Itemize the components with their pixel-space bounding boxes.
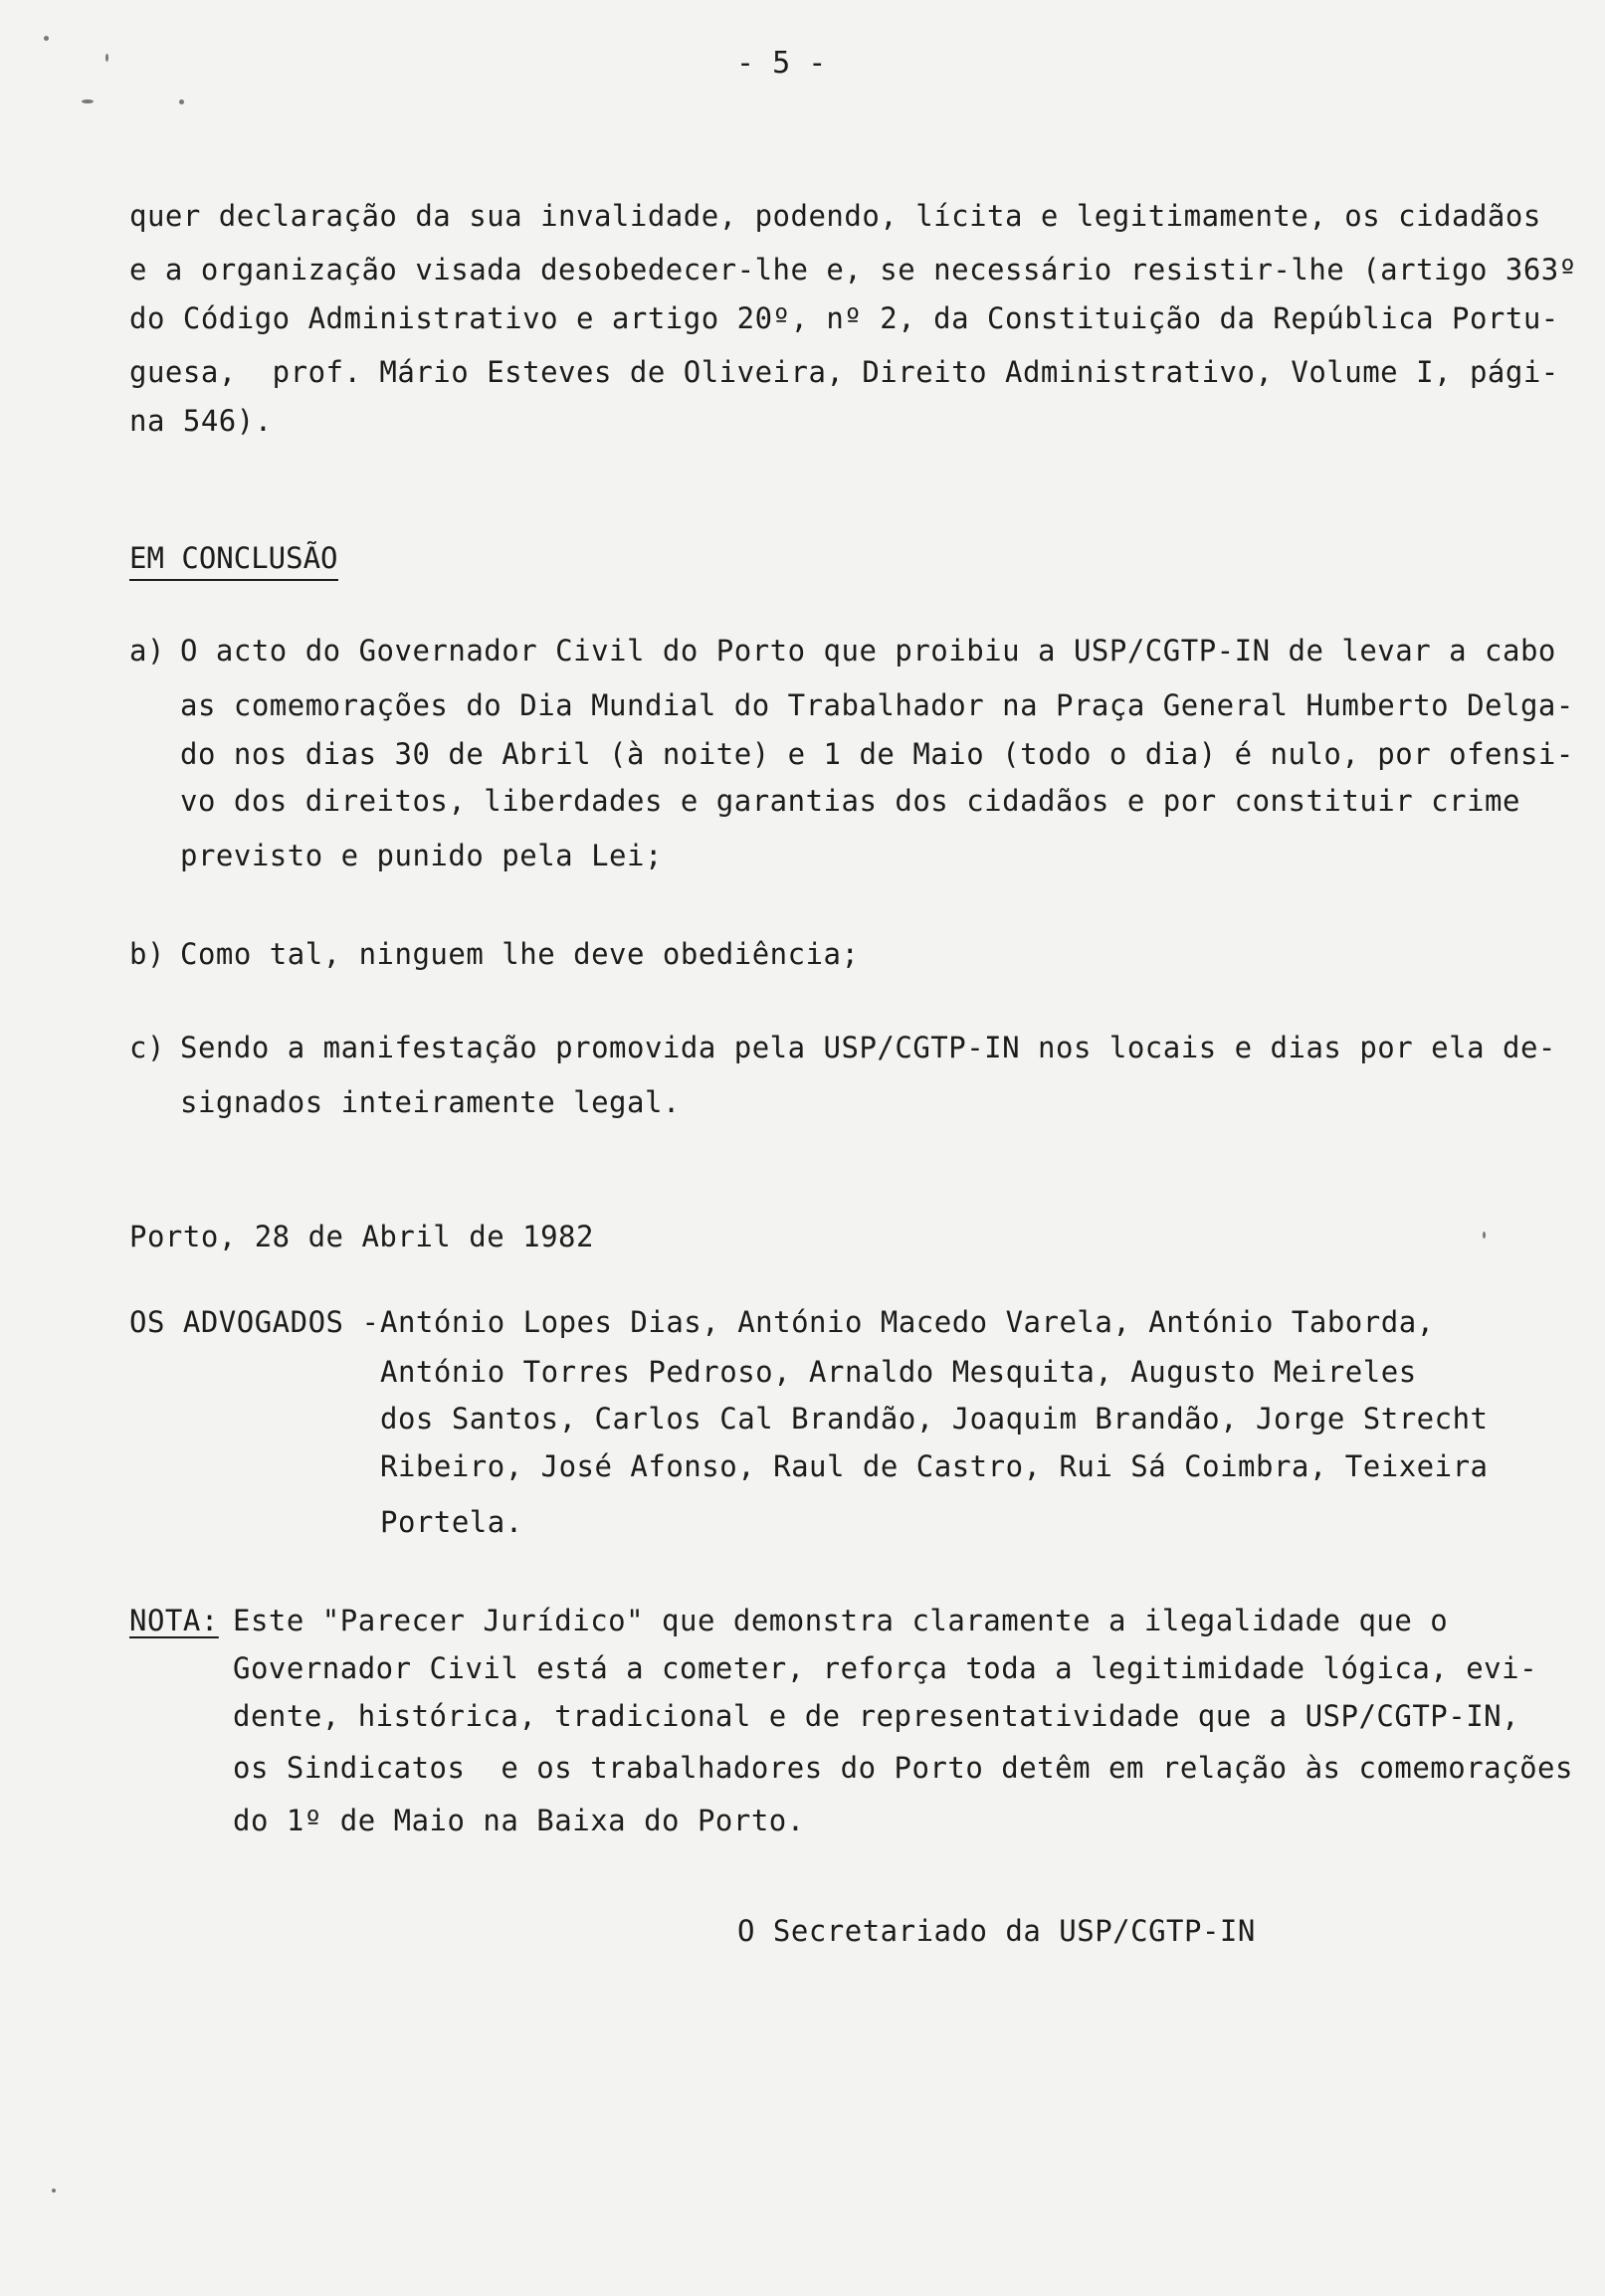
item-line: vo dos direitos, liberdades e garantias dos cidadãos e por constituir crime — [180, 784, 1520, 818]
scan-speck — [82, 99, 94, 103]
nota-label: NOTA: — [129, 1604, 219, 1637]
nota-line: dente, histórica, tradicional e de representatividade que a USP/CGTP-IN, — [233, 1699, 1520, 1733]
intro-line: e a organização visada desobedecer-lhe e, se necessário resistir-lhe (artigo 363º — [129, 253, 1577, 287]
scan-speck — [52, 2189, 56, 2193]
scan-speck — [179, 99, 184, 104]
lawyers-label: OS ADVOGADOS - — [129, 1305, 380, 1339]
item-marker: b) — [129, 937, 165, 971]
scan-speck — [105, 54, 108, 62]
lawyers-line: Portela. — [380, 1505, 523, 1539]
nota-line: Este "Parecer Jurídico" que demonstra claramente a ilegalidade que o — [233, 1604, 1449, 1637]
item-line: O acto do Governador Civil do Porto que proibiu a USP/CGTP-IN de levar a cabo — [180, 634, 1556, 668]
nota-line: do 1º de Maio na Baixa do Porto. — [233, 1804, 805, 1837]
page-number: - 5 - — [736, 46, 827, 81]
item-line: do nos dias 30 de Abril (à noite) e 1 de Maio (todo o dia) é nulo, por ofensi- — [180, 737, 1574, 771]
item-line: signados inteiramente legal. — [180, 1085, 681, 1119]
intro-line: guesa, prof. Mário Esteves de Oliveira, Direito Administrativo, Volume I, pági- — [129, 355, 1559, 389]
item-marker: c) — [129, 1031, 165, 1064]
item-line: Como tal, ninguem lhe deve obediência; — [180, 937, 860, 971]
conclusion-heading: EM CONCLUSÃO — [129, 541, 338, 581]
item-line: as comemorações do Dia Mundial do Trabalhador na Praça General Humberto Delga- — [180, 688, 1574, 722]
intro-line: quer declaração da sua invalidade, podendo, lícita e legitimamente, os cidadãos — [129, 199, 1541, 233]
item-line: Sendo a manifestação promovida pela USP/CGTP-IN nos locais e dias por ela de- — [180, 1031, 1556, 1064]
item-line: previsto e punido pela Lei; — [180, 839, 663, 872]
intro-line: na 546). — [129, 404, 273, 438]
nota-line: os Sindicatos e os trabalhadores do Porto detêm em relação às comemorações — [233, 1751, 1573, 1785]
lawyers-line: António Lopes Dias, António Macedo Varela, António Taborda, — [380, 1305, 1435, 1339]
signature: O Secretariado da USP/CGTP-IN — [737, 1914, 1256, 1948]
lawyers-line: dos Santos, Carlos Cal Brandão, Joaquim Brandão, Jorge Strecht — [380, 1402, 1489, 1435]
date-line: Porto, 28 de Abril de 1982 — [129, 1220, 594, 1253]
item-marker: a) — [129, 634, 165, 668]
nota-line: Governador Civil está a cometer, reforça toda a legitimidade lógica, evi- — [233, 1651, 1538, 1685]
scan-speck — [1483, 1232, 1486, 1239]
scan-speck — [44, 36, 49, 41]
lawyers-line: António Torres Pedroso, Arnaldo Mesquita, Augusto Meireles — [380, 1355, 1417, 1389]
lawyers-line: Ribeiro, José Afonso, Raul de Castro, Rui Sá Coimbra, Teixeira — [380, 1449, 1489, 1483]
intro-line: do Código Administrativo e artigo 20º, nº 2, da Constituição da República Portu- — [129, 301, 1559, 335]
